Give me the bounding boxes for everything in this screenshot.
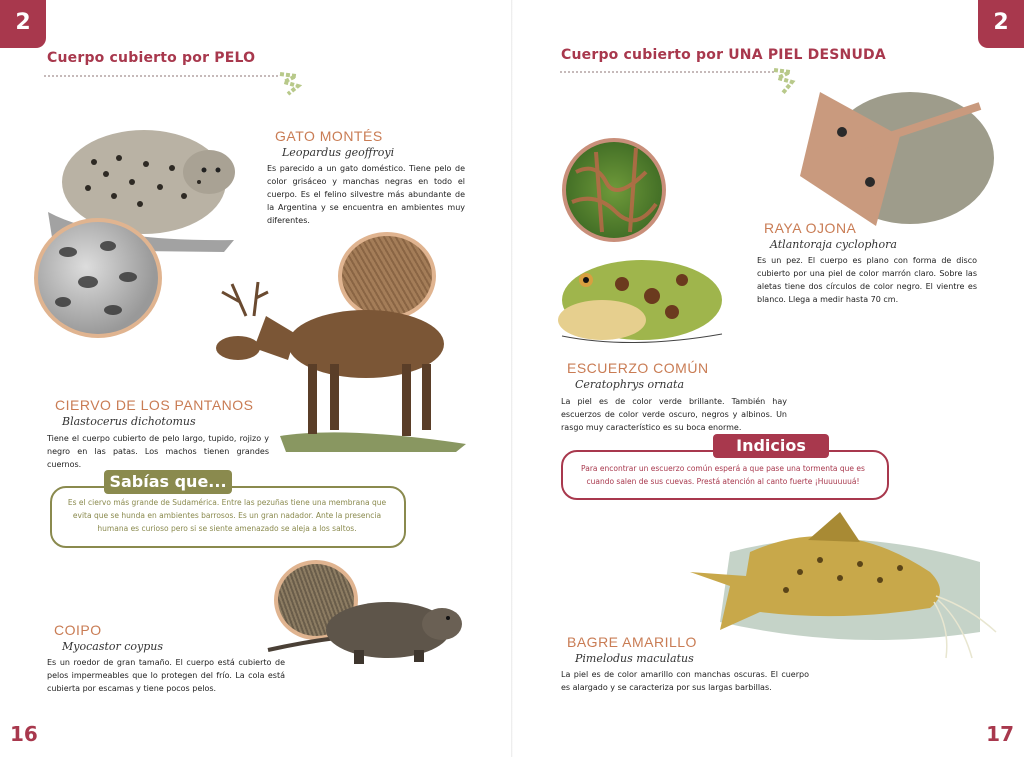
ciervo-name: CIERVO DE LOS PANTANOS bbox=[55, 397, 254, 413]
left-page-number: 16 bbox=[10, 722, 38, 746]
indicios-text: Para encontrar un escuerzo común esperá a que pase una tormenta que es cuando salen de sus cuevas. Prestá atención al canto fuerte ¡Huuuuuuá! bbox=[581, 464, 865, 486]
bagre-description: La piel es de color amarillo con manchas oscuras. El cuerpo es alargado y se caracteriza por sus largas barbillas. bbox=[561, 670, 809, 692]
spread-gutter bbox=[511, 0, 513, 757]
chapter-tab-left: 2 bbox=[0, 0, 46, 48]
escuerzo-skin-detail-circle bbox=[562, 138, 666, 242]
right-title-rule bbox=[556, 66, 796, 100]
sabias-que-text: Es el ciervo más grande de Sudamérica. Entre las pezuñas tiene una membrana que evita que se hunda en ambientes barrosos. Es un gran nadador. Ante la presencia humana es curioso pero si se siente amenazado se aleja a los saltos. bbox=[67, 498, 387, 533]
escuerzo-scientific: Ceratophrys ornata bbox=[575, 378, 685, 391]
coipo-description: Es un roedor de gran tamaño. El cuerpo está cubierto de pelos impermeables que lo protegen del frío. La cola está cubierta por escamas y tiene pocos pelos. bbox=[47, 658, 285, 693]
right-page-number: 17 bbox=[986, 722, 1014, 746]
gato-montes-description: Es parecido a un gato doméstico. Tiene pelo de color grisáceo y manchas negras en todo el cuerpo. Es el felino silvestre más abundante de la Argentina y se encuentra en ambientes muy diferentes. bbox=[267, 164, 465, 225]
bagre-amarillo-image bbox=[690, 512, 1000, 662]
escuerzo-image bbox=[542, 240, 732, 350]
left-section-title: Cuerpo cubierto por PELO bbox=[47, 50, 256, 66]
escuerzo-description: La piel es de color verde brillante. También hay escuerzos de color verde oscuro, negros y albinos. Un rasgo muy característico es su boca enorme. bbox=[561, 397, 787, 432]
raya-ojona-image bbox=[790, 86, 996, 236]
gato-fur-detail-circle bbox=[34, 218, 162, 338]
right-section-title: Cuerpo cubierto por UNA PIEL DESNUDA bbox=[561, 47, 886, 63]
coipo-name: COIPO bbox=[54, 622, 102, 638]
escuerzo-name: ESCUERZO COMÚN bbox=[567, 360, 709, 376]
bagre-name: BAGRE AMARILLO bbox=[567, 634, 697, 650]
raya-ojona-scientific: Atlantoraja cyclophora bbox=[770, 238, 897, 251]
coipo-scientific: Myocastor coypus bbox=[62, 640, 164, 653]
gato-montes-scientific: Leopardus geoffroyi bbox=[282, 146, 395, 159]
raya-ojona-name: RAYA OJONA bbox=[764, 220, 857, 236]
chapter-tab-right: 2 bbox=[978, 0, 1024, 48]
indicios-label: Indicios bbox=[713, 434, 829, 458]
ciervo-image bbox=[196, 276, 466, 452]
gato-montes-name: GATO MONTÉS bbox=[275, 128, 383, 144]
ciervo-scientific: Blastocerus dichotomus bbox=[62, 415, 196, 428]
sabias-que-label: Sabías que... bbox=[104, 470, 232, 494]
raya-ojona-description: Es un pez. El cuerpo es plano con forma de disco cubierto por una piel de color marrón claro. Sobre las aletas tiene dos círculos de color negro. El vientre es blanco. Llega a medir hasta 70 cm. bbox=[757, 256, 977, 304]
coipo-image bbox=[264, 590, 464, 672]
bagre-scientific: Pimelodus maculatus bbox=[575, 652, 694, 665]
ciervo-description: Tiene el cuerpo cubierto de pelo largo, tupido, rojizo y negro en las patas. Los machos tienen grandes cuernos. bbox=[47, 434, 269, 469]
